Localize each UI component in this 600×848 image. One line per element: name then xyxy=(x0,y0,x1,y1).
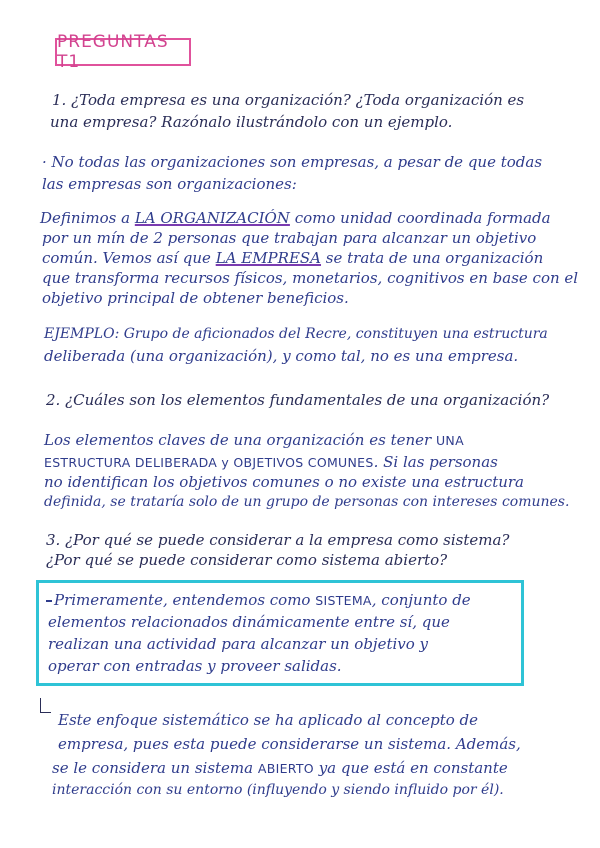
page-title: PREGUNTAS T1 xyxy=(57,32,169,72)
question-2-line-1: 2. ¿Cuáles son los elementos fundamentales de una organización? xyxy=(46,391,550,409)
answer-1-p2-line-5: objetivo principal de obtener beneficios. xyxy=(42,289,349,307)
answer-2-line-1-caps: UNA xyxy=(435,433,464,448)
answer-2-line-2-post: . Si las personas xyxy=(373,453,498,471)
answer-1-p2-line-1-post: como unidad coordinada formada xyxy=(289,209,551,227)
title-box xyxy=(55,32,191,72)
answer-3-box-line-1-pre: Primeramente, entendemos como xyxy=(54,591,316,609)
answer-2-line-2-caps: ESTRUCTURA DELIBERADA y OBJETIVOS COMUNES xyxy=(44,455,374,470)
answer-1-example-line-1: EJEMPLO: Grupo de aficionados del Recre, constituyen una estructura xyxy=(44,326,548,342)
question-3-line-2: ¿Por qué se puede considerar como sistema abierto? xyxy=(46,551,448,569)
bullet-dash xyxy=(46,600,52,602)
question-1-line-1: 1. ¿Toda empresa es una organización? ¿Toda organización es xyxy=(52,91,525,109)
answer-3-box-line-2: elementos relacionados dinámicamente entre sí, que xyxy=(48,613,450,631)
bracket-mark xyxy=(40,698,51,713)
answer-3-p2-line-3-post: ya que está en constante xyxy=(313,759,508,777)
answer-3-p2-line-4: interacción con su entorno (influyendo y siendo influido por él). xyxy=(52,782,504,798)
answer-1-p2-line-3-post: se trata de una organización xyxy=(321,249,544,267)
question-3-line-1: 3. ¿Por qué se puede considerar a la empresa como sistema? xyxy=(46,531,510,549)
answer-2-line-4: definida, se trataría solo de un grupo de personas con intereses comunes. xyxy=(44,494,570,510)
answer-1-p2-line-4: que transforma recursos físicos, monetarios, cognitivos en base con el xyxy=(42,269,579,287)
term-organizacion: LA ORGANIZACIÓN xyxy=(134,209,290,227)
answer-3-p2-line-2: empresa, pues esta puede considerarse un sistema. Además, xyxy=(58,735,521,753)
answer-1-example-line-2: deliberada (una organización), y como tal, no es una empresa. xyxy=(44,347,519,365)
answer-3-p2-line-1: Este enfoque sistemático se ha aplicado al concepto de xyxy=(58,711,479,729)
answer-3-box-line-1-post: , conjunto de xyxy=(371,591,471,609)
answer-3-box-line-3: realizan una actividad para alcanzar un objetivo y xyxy=(48,635,429,653)
answer-1-p1-line-2: las empresas son organizaciones: xyxy=(42,175,297,193)
answer-3-box-line-4: operar con entradas y proveer salidas. xyxy=(48,657,342,675)
answer-2-line-3: no identifican los objetivos comunes o no existe una estructura xyxy=(44,473,524,491)
answer-3-p2-line-3-pre: se le considera un sistema xyxy=(52,759,258,777)
answer-1-p2-line-3-pre: común. Vemos así que xyxy=(42,249,216,267)
term-empresa: LA EMPRESA xyxy=(215,249,322,267)
answer-1-p1-line-1: · No todas las organizaciones son empresas, a pesar de que todas xyxy=(42,153,543,171)
answer-1-p2-line-2: por un mín de 2 personas que trabajan para alcanzar un objetivo xyxy=(42,229,537,247)
answer-1-p2-line-1-pre: Definimos a xyxy=(40,209,135,227)
answer-3-p2-line-3-caps: ABIERTO xyxy=(257,761,314,776)
question-1-line-2: una empresa? Razónalo ilustrándolo con un ejemplo. xyxy=(50,113,453,131)
answer-3-box-line-1-caps: SISTEMA xyxy=(315,593,372,608)
answer-2-line-1-pre: Los elementos claves de una organización es tener xyxy=(44,431,436,449)
